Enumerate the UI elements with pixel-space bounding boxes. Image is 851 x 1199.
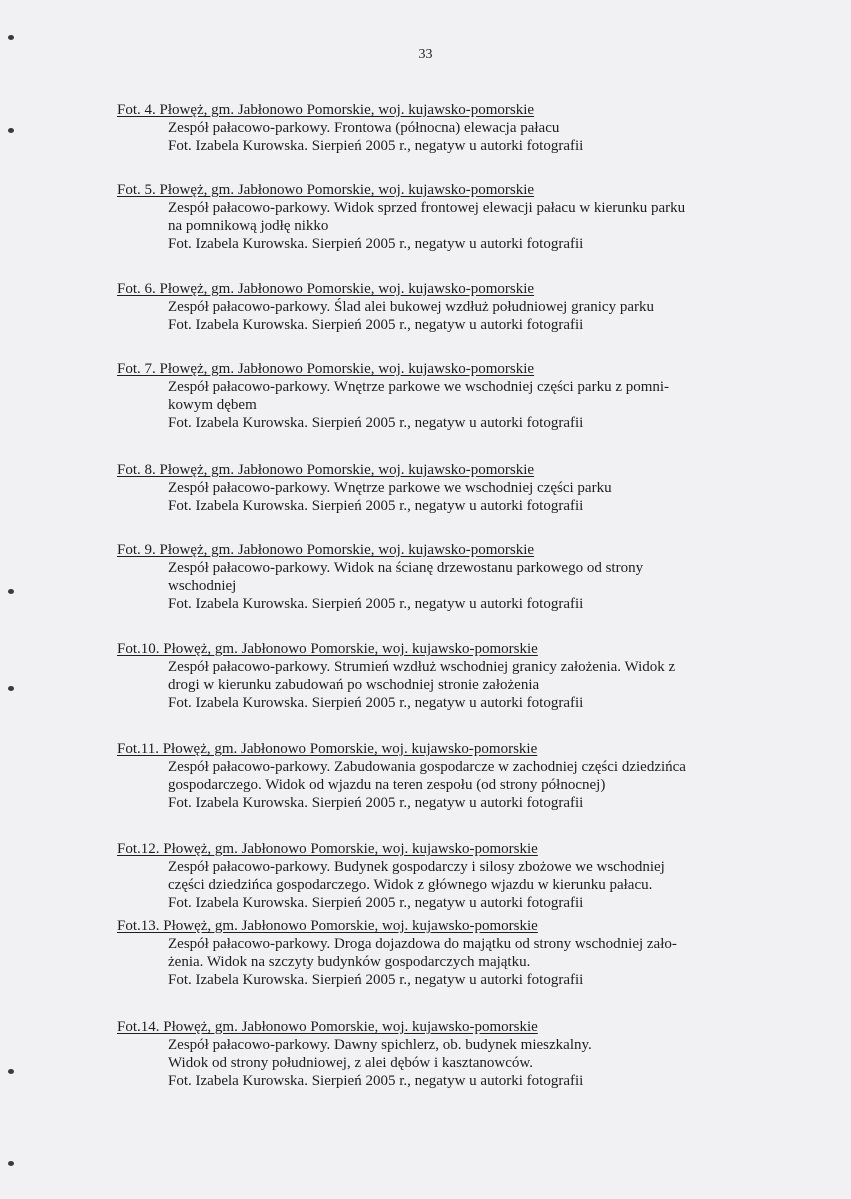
caption-line: Zespół pałacowo-parkowy. Wnętrze parkowe we wschodniej części parku z pomni- (168, 379, 670, 395)
caption-body (117, 559, 797, 613)
page-number: 33 (418, 47, 433, 62)
caption-line: Zespół pałacowo-parkowy. Budynek gospodarczy i silosy zbożowe we wschodniej (168, 859, 665, 875)
photo-caption-entry (117, 1018, 797, 1090)
caption-body (117, 378, 797, 432)
caption-body (117, 858, 797, 912)
binding-hole-mark (8, 686, 14, 691)
caption-body (117, 1036, 797, 1090)
caption-line: kowym dębem (168, 397, 257, 413)
caption-line: Zespół pałacowo-parkowy. Widok na ścianę drzewostanu parkowego od strony (168, 560, 644, 576)
binding-hole-mark (8, 589, 14, 594)
caption-line: Fot. Izabela Kurowska. Sierpień 2005 r., negatyw u autorki fotografii (168, 317, 584, 333)
caption-heading: Fot.10. Płowęż, gm. Jabłonowo Pomorskie, woj. kujawsko-pomorskie (117, 641, 538, 657)
photo-caption-entry (117, 640, 797, 712)
caption-line: Zespół pałacowo-parkowy. Strumień wzdłuż wschodniej granicy założenia. Widok z (168, 659, 676, 675)
caption-body (117, 658, 797, 712)
photo-caption-entry (117, 840, 797, 912)
caption-heading: Fot. 6. Płowęż, gm. Jabłonowo Pomorskie, woj. kujawsko-pomorskie (117, 281, 535, 297)
binding-hole-mark (8, 128, 14, 133)
photo-caption-entry (117, 917, 797, 989)
caption-body (117, 935, 797, 989)
photo-caption-entry (117, 360, 797, 432)
caption-line: Fot. Izabela Kurowska. Sierpień 2005 r., negatyw u autorki fotografii (168, 1073, 584, 1089)
caption-body (117, 119, 797, 155)
caption-body (117, 758, 797, 812)
caption-line: Fot. Izabela Kurowska. Sierpień 2005 r., negatyw u autorki fotografii (168, 795, 584, 811)
caption-line: Zespół pałacowo-parkowy. Widok sprzed frontowej elewacji pałacu w kierunku parku (168, 200, 686, 216)
photo-caption-entry (117, 280, 797, 334)
caption-line: Fot. Izabela Kurowska. Sierpień 2005 r., negatyw u autorki fotografii (168, 415, 584, 431)
caption-heading: Fot. 9. Płowęż, gm. Jabłonowo Pomorskie, woj. kujawsko-pomorskie (117, 542, 535, 558)
caption-line: Fot. Izabela Kurowska. Sierpień 2005 r., negatyw u autorki fotografii (168, 596, 584, 612)
caption-line: drogi w kierunku zabudowań po wschodniej stronie założenia (168, 677, 540, 693)
caption-line: Zespół pałacowo-parkowy. Dawny spichlerz, ob. budynek mieszkalny. (168, 1037, 592, 1053)
caption-heading: Fot.12. Płowęż, gm. Jabłonowo Pomorskie, woj. kujawsko-pomorskie (117, 841, 538, 857)
photo-caption-entry (117, 461, 797, 515)
caption-line: Fot. Izabela Kurowska. Sierpień 2005 r., negatyw u autorki fotografii (168, 236, 584, 252)
caption-heading: Fot.14. Płowęż, gm. Jabłonowo Pomorskie, woj. kujawsko-pomorskie (117, 1019, 538, 1035)
caption-heading: Fot.13. Płowęż, gm. Jabłonowo Pomorskie, woj. kujawsko-pomorskie (117, 918, 538, 934)
binding-hole-mark (8, 35, 14, 40)
caption-line: Zespół pałacowo-parkowy. Wnętrze parkowe we wschodniej części parku (168, 480, 612, 496)
caption-line: Fot. Izabela Kurowska. Sierpień 2005 r., negatyw u autorki fotografii (168, 895, 584, 911)
binding-hole-mark (8, 1069, 14, 1074)
caption-heading: Fot. 4. Płowęż, gm. Jabłonowo Pomorskie, woj. kujawsko-pomorskie (117, 102, 535, 118)
caption-heading: Fot. 8. Płowęż, gm. Jabłonowo Pomorskie, woj. kujawsko-pomorskie (117, 462, 535, 478)
photo-caption-entry (117, 740, 797, 812)
binding-hole-mark (8, 1161, 14, 1166)
caption-body (117, 298, 797, 334)
caption-line: Zespół pałacowo-parkowy. Frontowa (północna) elewacja pałacu (168, 120, 560, 136)
caption-line: wschodniej (168, 578, 237, 594)
caption-line: Zespół pałacowo-parkowy. Droga dojazdowa do majątku od strony wschodniej zało- (168, 936, 677, 952)
caption-line: Fot. Izabela Kurowska. Sierpień 2005 r., negatyw u autorki fotografii (168, 972, 584, 988)
photo-caption-entry (117, 181, 797, 253)
caption-line: na pomnikową jodłę nikko (168, 218, 329, 234)
caption-body (117, 479, 797, 515)
caption-heading: Fot. 7. Płowęż, gm. Jabłonowo Pomorskie, woj. kujawsko-pomorskie (117, 361, 535, 377)
caption-line: części dziedzińca gospodarczego. Widok z głównego wjazdu w kierunku pałacu. (168, 877, 653, 893)
caption-line: żenia. Widok na szczyty budynków gospodarczych majątku. (168, 954, 531, 970)
caption-heading: Fot. 5. Płowęż, gm. Jabłonowo Pomorskie, woj. kujawsko-pomorskie (117, 182, 535, 198)
caption-line: Zespół pałacowo-parkowy. Zabudowania gospodarcze w zachodniej części dziedzińca (168, 759, 686, 775)
caption-heading: Fot.11. Płowęż, gm. Jabłonowo Pomorskie, woj. kujawsko-pomorskie (117, 741, 538, 757)
photo-caption-entry (117, 541, 797, 613)
caption-line: gospodarczego. Widok od wjazdu na teren zespołu (od strony północnej) (168, 777, 606, 793)
caption-line: Fot. Izabela Kurowska. Sierpień 2005 r., negatyw u autorki fotografii (168, 138, 584, 154)
caption-line: Zespół pałacowo-parkowy. Ślad alei bukowej wzdłuż południowej granicy parku (168, 299, 654, 315)
caption-line: Fot. Izabela Kurowska. Sierpień 2005 r., negatyw u autorki fotografii (168, 695, 584, 711)
caption-line: Widok od strony południowej, z alei dębów i kasztanowców. (168, 1055, 534, 1071)
photo-caption-entry (117, 101, 797, 155)
caption-line: Fot. Izabela Kurowska. Sierpień 2005 r., negatyw u autorki fotografii (168, 498, 584, 514)
caption-body (117, 199, 797, 253)
